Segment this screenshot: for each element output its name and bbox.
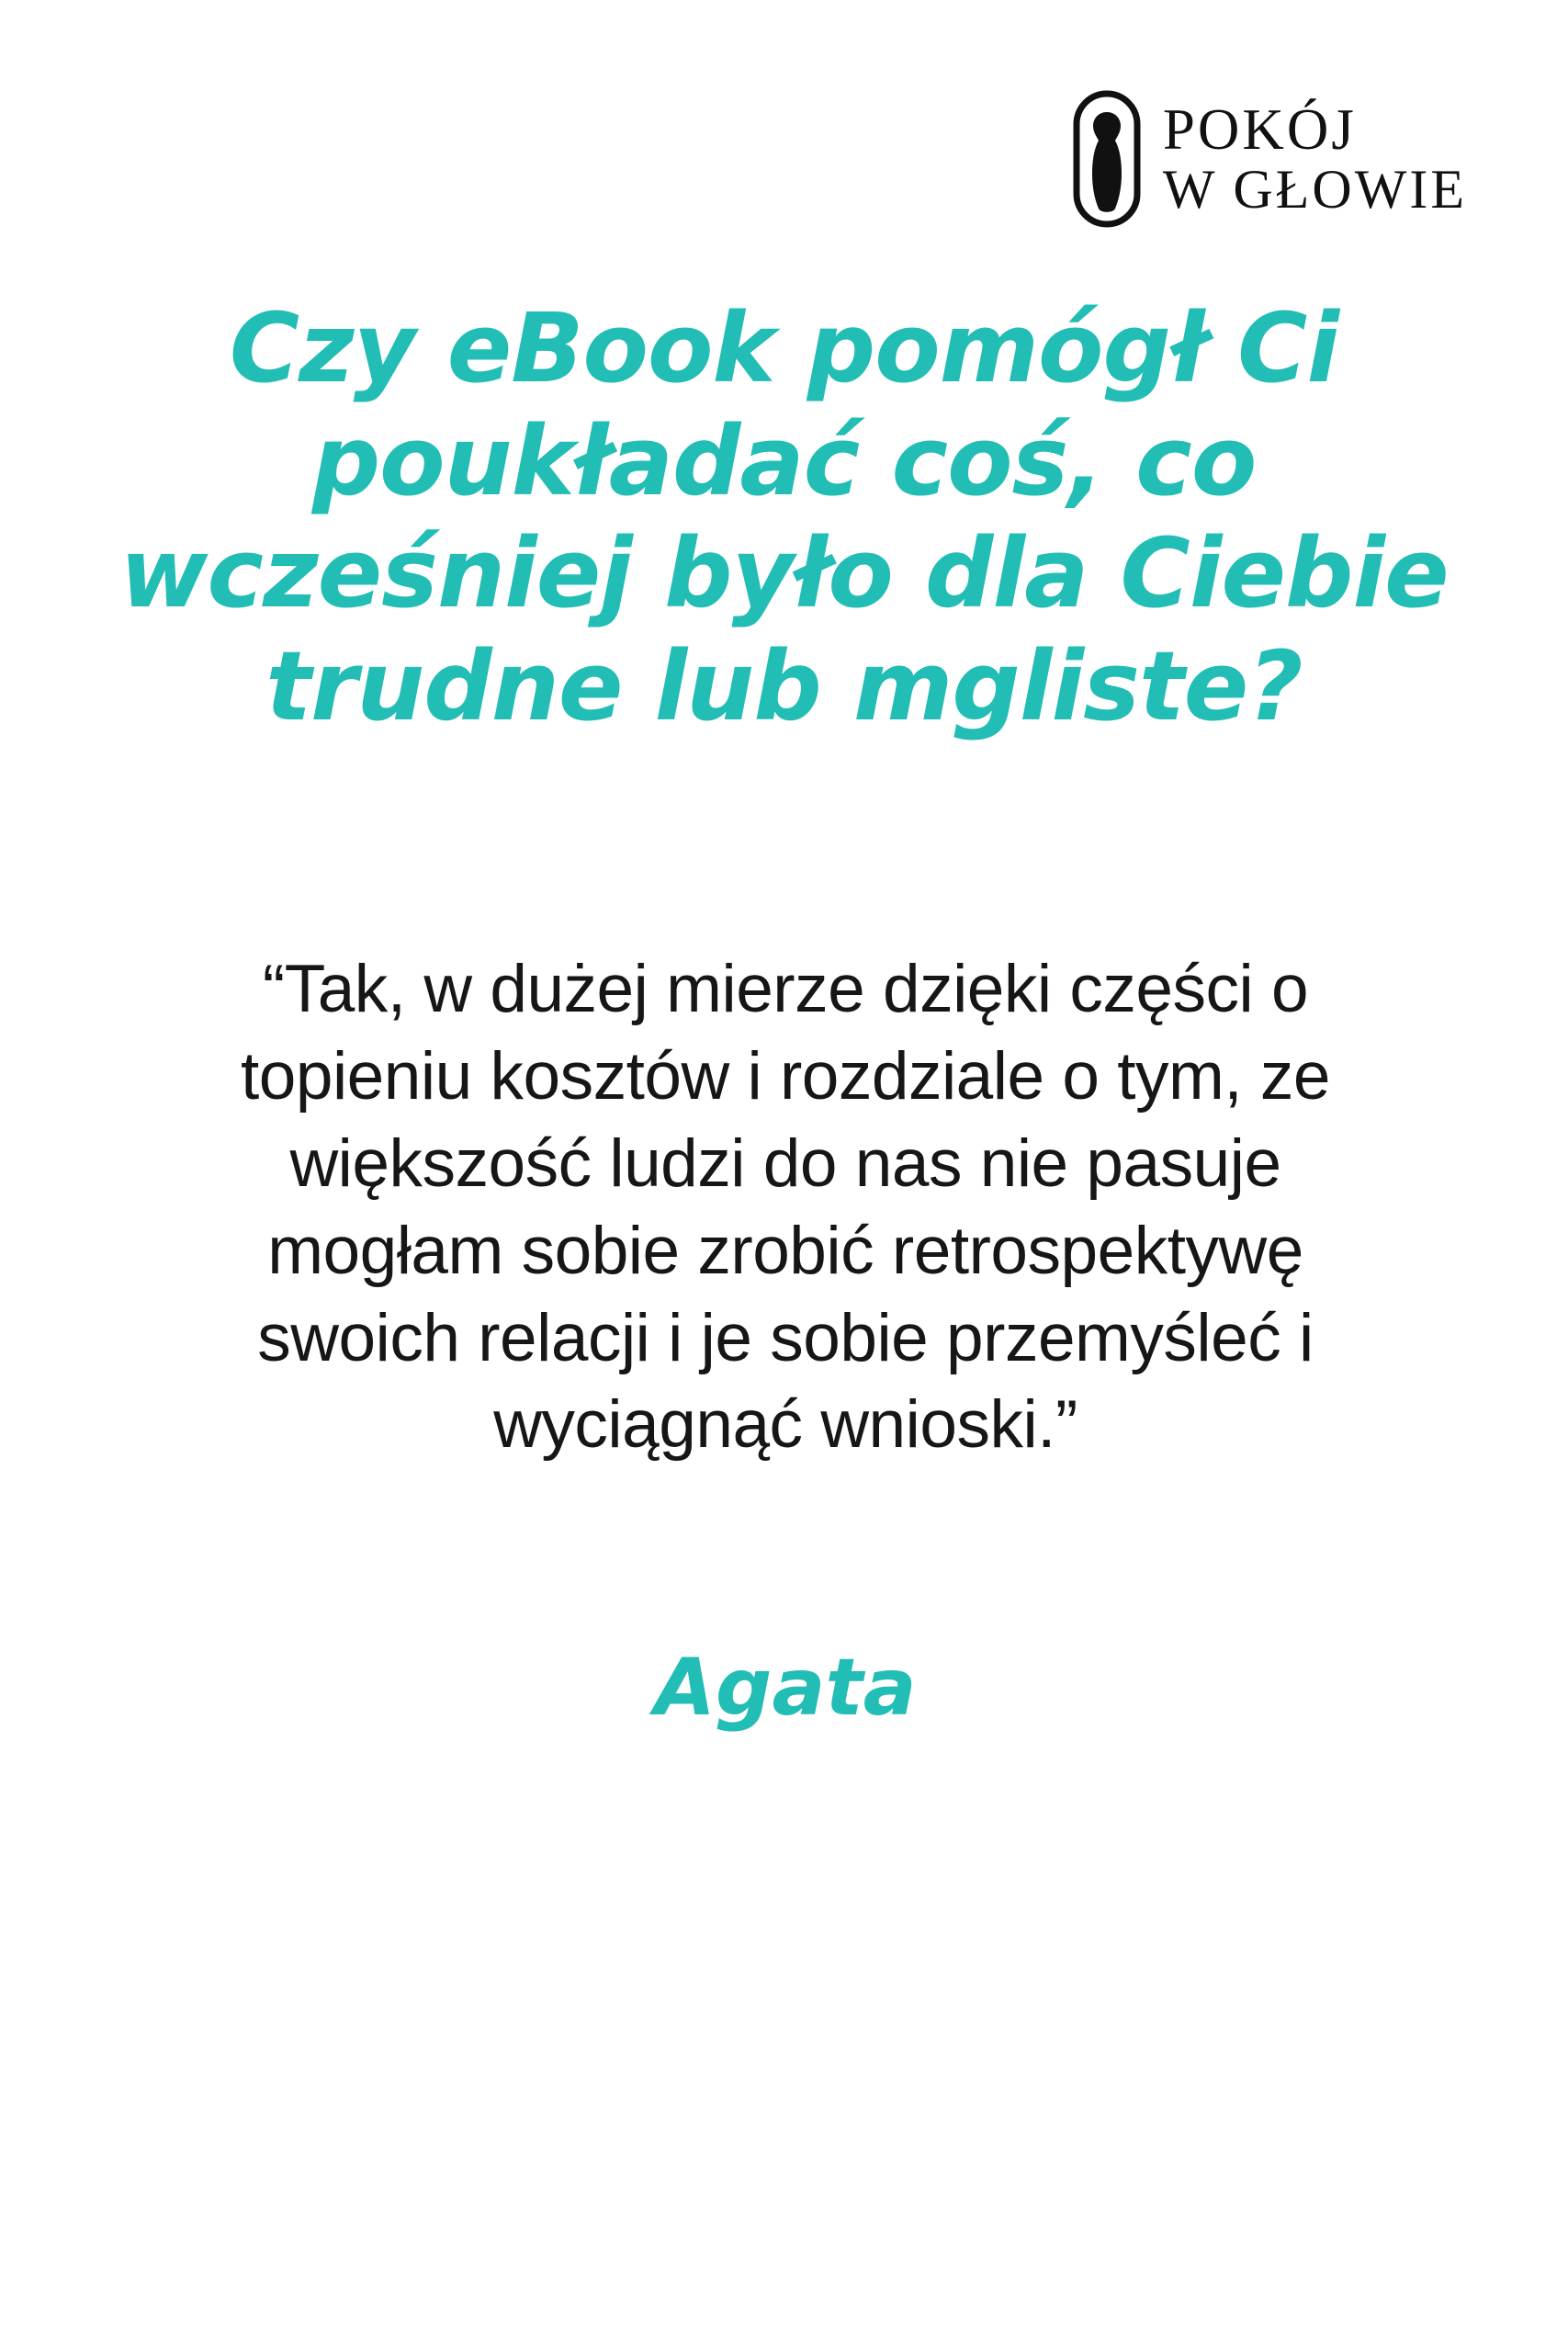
brand-name-line2: W GŁOWIE <box>1162 158 1467 220</box>
brand-logo <box>1071 90 1467 228</box>
brand-name <box>1162 97 1467 220</box>
testimonial-author: Agata <box>654 1642 917 1734</box>
testimonial-quote: “Tak, w dużej mierze dzięki części o topieniu kosztów i rozdziale o tym, ze większość ludzi do nas nie pasuje mogłam sobie zrobić retrospektywę swoich relacji i je sobie przemyśleć i wyciągnąć wnioski.” <box>240 952 1331 1463</box>
brand-name-line1: POKÓJ <box>1162 97 1357 163</box>
person-in-doorway-icon <box>1071 90 1143 228</box>
page-title: Czy eBook pomógł Ci poukładać coś, co wcześniej było dla Ciebie trudne lub mgliste? <box>119 292 1449 743</box>
